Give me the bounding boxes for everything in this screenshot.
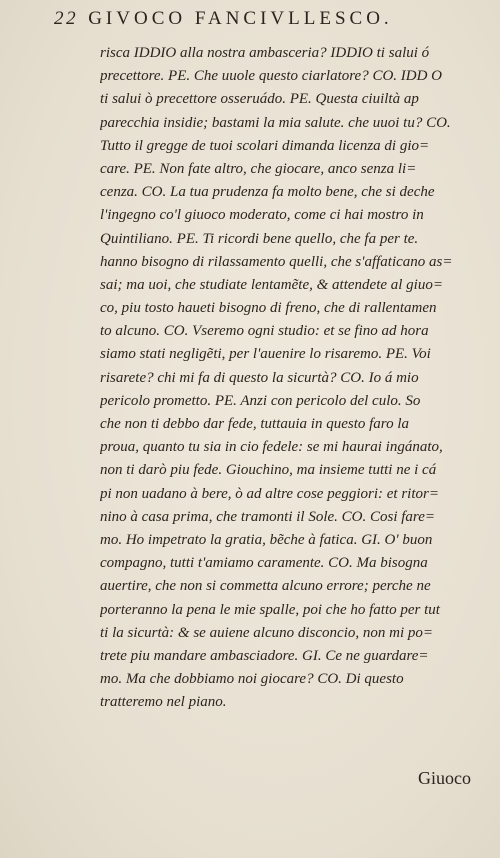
text-line: precettore. PE. Che uuole questo ciarlatore? CO. IDD O bbox=[100, 68, 443, 85]
text-line: che non ti debbo dar fede, tuttauia in questo faro la bbox=[100, 416, 409, 432]
body-text bbox=[100, 42, 496, 714]
catchword: Giuoco bbox=[418, 768, 471, 788]
text-line: porteranno la pena le mie spalle, poi che ho fatto per tut bbox=[100, 601, 440, 618]
text-line: Tutto il gregge de tuoi scolari dimanda licenza di gio= bbox=[100, 137, 430, 154]
text-line: pericolo prometto. PE. Anzi con pericolo del culo. So bbox=[100, 392, 421, 409]
text-line: auertire, che non si commetta alcuno errore; perche ne bbox=[100, 578, 431, 595]
text-line: proua, quanto tu sia in cio fedele: se mi haurai ingánato, bbox=[100, 439, 443, 456]
text-line: mo. Ma che dobbiamo noi giocare? CO. Di questo bbox=[100, 671, 404, 688]
text-line: compagno, tutti t'amiamo caramente. CO. Ma bisogna bbox=[100, 555, 428, 572]
text-line: trete piu mandare ambasciadore. GI. Ce ne guardare= bbox=[100, 647, 429, 664]
text-line: siamo stati negligẽti, per l'auenire lo risaremo. PE. Voi bbox=[100, 346, 431, 363]
text-line: Quintiliano. PE. Ti ricordi bene quello, che fa per te. bbox=[100, 230, 419, 247]
text-line: tratteremo nel piano. bbox=[100, 694, 227, 711]
text-line: non ti darò piu fede. Giouchino, ma insieme tutti ne i cá bbox=[100, 462, 437, 479]
text-line: mo. Ho impetrato la gratia, bẽche à fatica. GI. O' buon bbox=[100, 531, 433, 548]
text-line: sai; ma uoi, che studiate lentamẽte, & attendete al giuo= bbox=[100, 276, 443, 293]
text-line: parecchia insidie; bastami la mia salute. che uuoi tu? CO. bbox=[100, 114, 451, 131]
text-line: risca IDDIO alla nostra ambasceria? IDDIO ti salui ó bbox=[100, 45, 430, 61]
text-line: pi non uadano à bere, ò ad altre cose peggiori: et ritor= bbox=[100, 485, 439, 502]
text-line: to alcuno. CO. Vseremo ogni studio: et se fino ad hora bbox=[100, 323, 429, 340]
text-line: l'ingegno co'l giuoco moderato, come ci hai mostro in bbox=[100, 207, 424, 224]
text-line: care. PE. Non fate altro, che giocare, anco senza li= bbox=[100, 160, 417, 177]
text-line: ti la sicurtà: & se auiene alcuno disconcio, non mi po= bbox=[100, 624, 433, 641]
text-line: co, piu tosto haueti bisogno di freno, che di rallentamen bbox=[100, 300, 437, 317]
page-header bbox=[54, 8, 474, 38]
text-line: nino à casa prima, che tramonti il Sole. CO. Cosi fare= bbox=[100, 508, 435, 525]
text-line: hanno bisogno di rilassamento quelli, che s'affaticano as= bbox=[100, 253, 453, 270]
text-line: risarete? chi mi fa di questo la sicurtà? CO. Io á mio bbox=[100, 369, 419, 386]
running-title: GIVOCO FANCIVLLESCO. bbox=[88, 8, 393, 29]
text-line: cenza. CO. La tua prudenza fa molto bene, che si deche bbox=[100, 184, 435, 201]
text-line: ti salui ò precettore osseruádo. PE. Questa ciuiltà ap bbox=[100, 91, 419, 108]
page-number: 22 bbox=[54, 8, 79, 29]
